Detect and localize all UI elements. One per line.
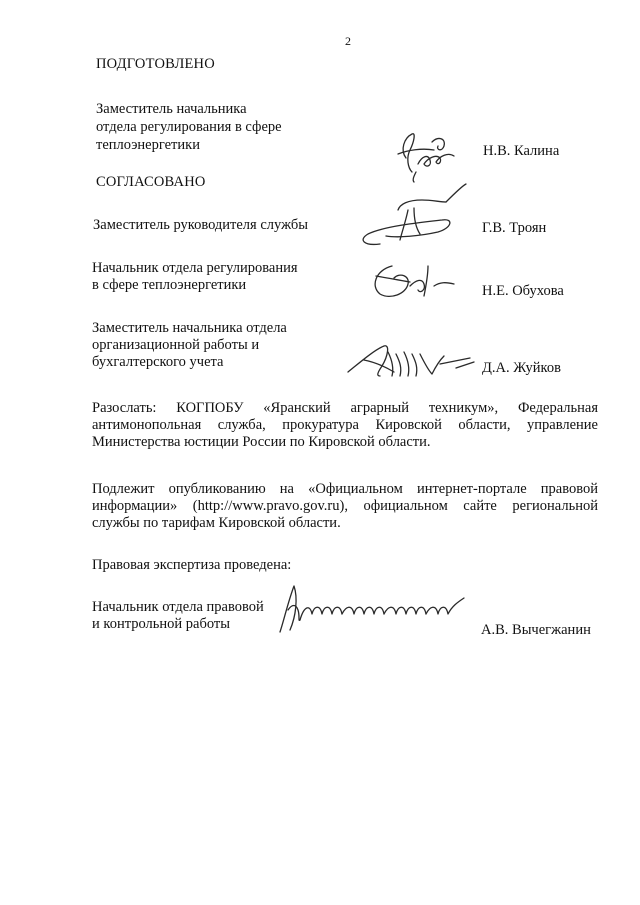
distribution-paragraph: Разослать: КОГПОБУ «Яранский аграрный техникум», Федеральная антимонопольная служба, прокуратура Кировской области, управление Министерства юстиции России по Кировской области. (92, 400, 598, 450)
signer-3-position-line-3: бухгалтерского учета (92, 354, 224, 370)
signature-obukhova (366, 256, 462, 304)
signer-2-position-line-2: в сфере теплоэнергетики (92, 277, 247, 293)
legal-review-name: А.В. Вычегжанин (481, 622, 591, 638)
signature-vychegzhanin (270, 580, 466, 638)
signer-1-name: Г.В. Троян (482, 220, 547, 236)
signer-1-position: Заместитель руководителя службы (93, 217, 309, 233)
legal-review-statement: Правовая экспертиза проведена: (92, 557, 292, 573)
prepared-heading: ПОДГОТОВЛЕНО (96, 56, 215, 72)
publication-paragraph: Подлежит опубликованию на «Официальном интернет-портале правовой информации» (http://www.pravo.gov.ru), официальном сайте региональной службы по тарифам Кировской области. (92, 481, 598, 531)
signer-2-position-line-1: Начальник отдела регулирования (92, 260, 298, 276)
page-number: 2 (345, 34, 351, 48)
prepared-position-line-1: Заместитель начальника (96, 101, 247, 117)
signer-3-name: Д.А. Жуйков (482, 360, 561, 376)
signature-kalina (392, 128, 472, 184)
agreed-heading: СОГЛАСОВАНО (96, 174, 206, 190)
signer-3-position-line-1: Заместитель начальника отдела (92, 320, 287, 336)
signer-3-position-line-2: организационной работы и (92, 337, 260, 353)
prepared-position-line-2: отдела регулирования в сфере (96, 119, 282, 135)
prepared-position-line-3: теплоэнергетики (96, 137, 200, 153)
legal-review-position-line-2: и контрольной работы (92, 616, 230, 632)
legal-review-position-line-1: Начальник отдела правовой (92, 599, 264, 615)
prepared-name: Н.В. Калина (483, 143, 560, 159)
signature-troyan (354, 180, 474, 260)
signer-2-name: Н.Е. Обухова (482, 283, 564, 299)
signature-zhuykov (344, 336, 476, 386)
